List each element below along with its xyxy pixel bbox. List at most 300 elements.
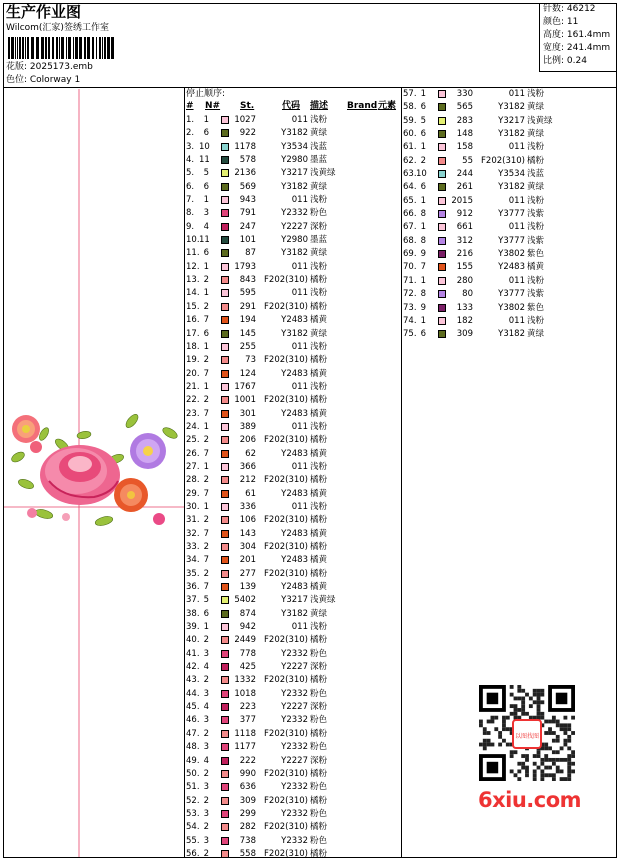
- qr-module: [552, 773, 556, 777]
- color-stop-row: [186, 621, 400, 634]
- thread-color-swatch: [221, 690, 229, 698]
- thread-color-swatch: [221, 169, 229, 177]
- stop-number: 32.: [186, 528, 200, 539]
- qr-module: [548, 731, 552, 735]
- needle-number: 2: [203, 515, 209, 526]
- stop-number: 67.: [403, 222, 417, 233]
- stitch-count-cell: 309: [456, 329, 473, 340]
- thread-color-swatch: [221, 663, 229, 671]
- needle-number: 6: [203, 608, 209, 619]
- barcode-bar: [59, 37, 60, 59]
- stop-number: 42.: [186, 662, 200, 673]
- qr-module: [556, 769, 560, 773]
- needle-number: 5: [203, 168, 209, 179]
- orange-flower-artwork: [114, 478, 148, 512]
- thread-code: 011: [508, 222, 525, 233]
- barcode-bar: [15, 37, 16, 59]
- qr-module: [498, 743, 502, 747]
- stop-number: 68.: [403, 235, 417, 246]
- thread-color-swatch: [221, 303, 229, 311]
- qr-module: [506, 743, 510, 747]
- thread-code: Y2980: [281, 155, 308, 166]
- qr-module: [533, 777, 537, 781]
- thread-color-swatch: [221, 276, 229, 284]
- page-title: 生产作业图: [6, 3, 82, 21]
- watermark: 6xiu.com: [478, 788, 582, 812]
- stitch-count-cell: 247: [239, 221, 256, 232]
- thread-description: 浅粉: [310, 622, 328, 633]
- qr-module: [514, 716, 518, 720]
- color-stop-row: [403, 208, 543, 221]
- thread-description: 浅黄绿: [310, 595, 336, 606]
- stop-number: 49.: [186, 755, 200, 766]
- barcode-bar: [45, 37, 47, 59]
- stitch-count-cell: 182: [456, 315, 473, 326]
- thread-code: F202(310): [481, 155, 525, 166]
- barcode-bar: [75, 37, 78, 59]
- thread-code: 011: [291, 195, 308, 206]
- thread-description: 橘粉: [310, 301, 328, 312]
- thread-code: F202(310): [264, 301, 308, 312]
- stitch-count-cell: 124: [239, 368, 256, 379]
- stitch-count-cell: 62: [245, 448, 256, 459]
- needle-number: 6: [203, 128, 209, 139]
- qr-module: [544, 754, 548, 758]
- stitch-count-cell: 791: [239, 208, 256, 219]
- needle-number: 6: [420, 182, 426, 193]
- color-stop-row: [186, 848, 400, 861]
- qr-module: [552, 777, 556, 781]
- qr-module: [521, 700, 525, 704]
- thread-description: 墨蓝: [310, 235, 328, 246]
- thread-description: 橘黄: [310, 448, 328, 459]
- thread-color-swatch: [438, 223, 446, 231]
- needle-number: 2: [203, 395, 209, 406]
- needle-number: 1: [203, 261, 209, 272]
- needle-number: 4: [203, 662, 209, 673]
- stop-number: 57.: [403, 89, 417, 99]
- thread-code: 011: [508, 195, 525, 206]
- color-stop-row: [403, 221, 543, 234]
- color-stop-row: [186, 408, 400, 421]
- color-stop-row: [186, 207, 400, 220]
- needle-number: 6: [203, 328, 209, 339]
- stop-number: 16.: [186, 315, 200, 326]
- thread-color-swatch: [221, 783, 229, 791]
- stop-number: 36.: [186, 582, 200, 593]
- qr-module: [567, 769, 571, 773]
- needle-number: 2: [203, 728, 209, 739]
- color-stop-row: [186, 634, 400, 647]
- thread-description: 橘粉: [310, 475, 328, 486]
- thread-color-swatch: [221, 850, 229, 858]
- thread-color-swatch: [221, 450, 229, 458]
- qr-module: [537, 704, 541, 708]
- thread-color-swatch: [221, 530, 229, 538]
- thread-description: 橘黄: [310, 368, 328, 379]
- stop-number: 62.: [403, 155, 417, 166]
- thread-code: 011: [291, 501, 308, 512]
- stop-number: 10.: [186, 235, 200, 246]
- main-rose-artwork: [40, 445, 120, 505]
- qr-module: [510, 754, 514, 758]
- thread-code: Y2483: [281, 315, 308, 326]
- qr-module: [548, 773, 552, 777]
- qr-module: [563, 743, 567, 747]
- color-stop-row: [186, 741, 400, 754]
- qr-module: [502, 720, 506, 724]
- design-height: 高度: 161.4mm: [543, 30, 611, 40]
- qr-module: [533, 693, 537, 697]
- color-stop-row: [186, 167, 400, 180]
- design-scale: 比例: 0.24: [543, 56, 587, 66]
- thread-color-swatch: [221, 183, 229, 191]
- thread-color-swatch: [221, 810, 229, 818]
- stop-number: 9.: [186, 221, 195, 232]
- stitch-count-cell: 843: [239, 275, 256, 286]
- thread-color-swatch: [221, 610, 229, 618]
- color-stop-row: [186, 701, 400, 714]
- thread-code: Y3802: [498, 302, 525, 313]
- thread-description: 浅粉: [310, 461, 328, 472]
- color-stop-row: [403, 155, 543, 168]
- needle-number: 1: [420, 315, 426, 326]
- color-stop-row: [186, 221, 400, 234]
- qr-module: [567, 723, 571, 727]
- qr-module: [483, 743, 487, 747]
- thread-code: 011: [508, 275, 525, 286]
- stop-number: 33.: [186, 542, 200, 552]
- color-stop-row: [403, 275, 543, 288]
- thread-color-swatch: [221, 490, 229, 498]
- needle-number: 7: [203, 582, 209, 593]
- qr-module: [560, 777, 564, 781]
- thread-code: F202(310): [264, 542, 308, 552]
- thread-code: F202(310): [264, 795, 308, 806]
- stitch-count-cell: 366: [239, 461, 256, 472]
- stitch-count-cell: 1001: [234, 395, 256, 406]
- thread-description: 橘粉: [310, 395, 328, 406]
- stop-number: 22.: [186, 395, 200, 406]
- thread-description: 浅粉: [310, 341, 328, 352]
- stop-number: 20.: [186, 368, 200, 379]
- stitch-count-cell: 1118: [234, 728, 256, 739]
- thread-description: 紫色: [527, 302, 545, 313]
- qr-module: [533, 716, 537, 720]
- needle-number: 3: [203, 208, 209, 219]
- color-stop-row: [403, 101, 543, 114]
- barcode-bar: [25, 37, 26, 59]
- needle-number: 2: [420, 155, 426, 166]
- needle-number: 1: [420, 89, 426, 99]
- stop-number: 66.: [403, 209, 417, 220]
- header-number: #: [186, 101, 194, 111]
- thread-description: 深粉: [310, 755, 328, 766]
- qr-module: [498, 735, 502, 739]
- stitch-count-cell: 389: [239, 421, 256, 432]
- color-stop-row: [186, 568, 400, 581]
- thread-code: Y2483: [281, 488, 308, 499]
- color-stop-row: [186, 808, 400, 821]
- stitch-count-cell: 73: [245, 355, 256, 366]
- stitch-count-cell: 569: [239, 181, 256, 192]
- header-description: 描述: [310, 101, 329, 111]
- stop-number: 75.: [403, 329, 417, 340]
- stitch-count-cell: 155: [456, 262, 473, 273]
- thread-color-swatch: [221, 423, 229, 431]
- needle-number: 7: [203, 315, 209, 326]
- color-stop-row: [186, 341, 400, 354]
- thread-color-swatch: [438, 143, 446, 151]
- qr-module: [537, 700, 541, 704]
- qr-module: [491, 720, 495, 724]
- column-divider-left: [184, 88, 185, 858]
- needle-number: 2: [203, 355, 209, 366]
- qr-module: [521, 708, 525, 712]
- qr-module: [563, 731, 567, 735]
- thread-code: F202(310): [264, 475, 308, 486]
- stitch-count-cell: 61: [245, 488, 256, 499]
- needle-number: 2: [203, 675, 209, 686]
- thread-description: 黄绿: [310, 608, 328, 619]
- thread-code: Y2483: [281, 368, 308, 379]
- thread-code: Y2332: [281, 208, 308, 219]
- thread-color-swatch: [221, 703, 229, 711]
- stitch-count: 针数: 46212: [543, 4, 596, 14]
- stop-number: 41.: [186, 648, 200, 659]
- needle-number: 6: [203, 181, 209, 192]
- thread-code: F202(310): [264, 822, 308, 833]
- qr-module: [540, 689, 544, 693]
- thread-color-swatch: [221, 410, 229, 418]
- thread-description: 橘粉: [527, 155, 545, 166]
- thread-code: Y2227: [281, 221, 308, 232]
- design-width: 宽度: 241.4mm: [543, 43, 611, 53]
- thread-code: F202(310): [264, 728, 308, 739]
- needle-number: 1: [420, 222, 426, 233]
- qr-module: [510, 769, 514, 773]
- stitch-count-cell: 291: [239, 301, 256, 312]
- color-stop-row: [186, 421, 400, 434]
- thread-color-swatch: [438, 277, 446, 285]
- color-stop-row: [186, 674, 400, 687]
- stitch-count-cell: 222: [239, 755, 256, 766]
- thread-color-swatch: [438, 290, 446, 298]
- needle-number: 1: [203, 115, 209, 125]
- thread-color-swatch: [221, 263, 229, 271]
- needle-number: 6: [420, 129, 426, 140]
- stop-number: 37.: [186, 595, 200, 606]
- thread-color-swatch: [221, 249, 229, 257]
- color-stop-row: [403, 302, 543, 315]
- needle-number: 1: [203, 341, 209, 352]
- qr-module: [483, 746, 487, 750]
- qr-module: [560, 769, 564, 773]
- qr-module: [494, 716, 498, 720]
- needle-number: 2: [203, 275, 209, 286]
- stitch-count-cell: 2449: [234, 635, 256, 646]
- stitch-count-cell: 277: [239, 568, 256, 579]
- thread-description: 深粉: [310, 662, 328, 673]
- thread-description: 橘粉: [310, 675, 328, 686]
- thread-description: 橘粉: [310, 728, 328, 739]
- stop-number: 31.: [186, 515, 200, 526]
- thread-code: 011: [291, 461, 308, 472]
- color-stop-row: [186, 141, 400, 154]
- qr-module: [487, 720, 491, 724]
- stop-number: 52.: [186, 795, 200, 806]
- color-stop-row: [186, 554, 400, 567]
- stitch-count-cell: 282: [239, 822, 256, 833]
- qr-module: [567, 739, 571, 743]
- thread-color-swatch: [221, 583, 229, 591]
- thread-code: Y3182: [498, 329, 525, 340]
- stop-number: 64.: [403, 182, 417, 193]
- thread-color-swatch: [221, 797, 229, 805]
- stitch-count-cell: 283: [456, 115, 473, 126]
- qr-module: [563, 777, 567, 781]
- thread-color-swatch: [221, 316, 229, 324]
- thread-description: 橘粉: [310, 515, 328, 526]
- thread-code: 011: [291, 341, 308, 352]
- barcode-bar: [8, 37, 10, 59]
- qr-module: [487, 731, 491, 735]
- thread-description: 深粉: [310, 221, 328, 232]
- thread-code: Y2483: [281, 555, 308, 566]
- thread-color-swatch: [221, 516, 229, 524]
- thread-color-swatch: [221, 356, 229, 364]
- stitch-count-cell: 1332: [234, 675, 256, 686]
- barcode-bar: [104, 37, 106, 59]
- qr-module: [544, 746, 548, 750]
- qr-module: [517, 769, 521, 773]
- thread-color-swatch: [438, 210, 446, 218]
- qr-module: [540, 777, 544, 781]
- thread-description: 黄绿: [527, 129, 545, 140]
- needle-number: 7: [203, 528, 209, 539]
- qr-module: [533, 754, 537, 758]
- qr-module: [571, 731, 575, 735]
- stop-number: 69.: [403, 249, 417, 260]
- qr-module: [537, 712, 541, 716]
- qr-module: [537, 708, 541, 712]
- qr-module: [483, 739, 487, 743]
- stitch-count-cell: 145: [239, 328, 256, 339]
- stop-number: 40.: [186, 635, 200, 646]
- thread-description: 橘粉: [310, 795, 328, 806]
- barcode-bar: [84, 37, 86, 59]
- stop-number: 34.: [186, 555, 200, 566]
- qr-module: [544, 766, 548, 770]
- thread-color-swatch: [221, 570, 229, 578]
- stitch-count-cell: 778: [239, 648, 256, 659]
- thread-color-swatch: [438, 304, 446, 312]
- needle-number: 2: [203, 475, 209, 486]
- thread-color-swatch: [221, 370, 229, 378]
- color-stop-row: [186, 514, 400, 527]
- qr-module: [529, 697, 533, 701]
- barcode-bar: [96, 37, 97, 59]
- header-needle: N#: [205, 101, 221, 111]
- thread-code: Y3182: [281, 181, 308, 192]
- barcode-bar: [107, 37, 110, 59]
- barcode-bar: [111, 37, 114, 59]
- color-stop-row: [186, 368, 400, 381]
- barcode-bar: [27, 37, 29, 59]
- thread-code: 011: [291, 115, 308, 125]
- qr-module: [552, 739, 556, 743]
- thread-code: Y3217: [498, 115, 525, 126]
- qr-module: [525, 758, 529, 762]
- color-stop-row: [403, 315, 543, 328]
- thread-description: 黄绿: [310, 248, 328, 259]
- thread-code: Y2332: [281, 688, 308, 699]
- color-stop-row: [403, 128, 543, 141]
- thread-description: 黄绿: [527, 182, 545, 193]
- thread-description: 浅粉: [527, 195, 545, 206]
- needle-number: 2: [203, 795, 209, 806]
- stop-number: 39.: [186, 622, 200, 633]
- qr-module: [544, 758, 548, 762]
- qr-module: [571, 750, 575, 754]
- thread-code: F202(310): [264, 675, 308, 686]
- thread-description: 橘黄: [310, 582, 328, 593]
- needle-number: 4: [203, 755, 209, 766]
- qr-module: [560, 746, 564, 750]
- stop-number: 44.: [186, 688, 200, 699]
- thread-code: Y2483: [281, 408, 308, 419]
- color-stop-row: [186, 354, 400, 367]
- stop-number: 26.: [186, 448, 200, 459]
- barcode-bar: [56, 37, 58, 59]
- stop-number: 18.: [186, 341, 200, 352]
- color-stop-row: [186, 301, 400, 314]
- color-stop-row: [186, 181, 400, 194]
- qr-module: [567, 766, 571, 770]
- thread-color-swatch: [438, 330, 446, 338]
- barcode-bar: [92, 37, 94, 59]
- stop-number: 45.: [186, 702, 200, 713]
- qr-module: [544, 731, 548, 735]
- qr-module: [571, 716, 575, 720]
- needle-number: 8: [420, 209, 426, 220]
- qr-module: [525, 712, 529, 716]
- thread-description: 深粉: [310, 702, 328, 713]
- needle-number: 8: [420, 235, 426, 246]
- color-stop-row: [186, 594, 400, 607]
- color-stop-row: [186, 728, 400, 741]
- stitch-count-cell: 2015: [451, 195, 473, 206]
- thread-code: 011: [508, 315, 525, 326]
- qr-module: [548, 720, 552, 724]
- qr-module: [552, 716, 556, 720]
- color-sequence-list-right: [403, 88, 553, 342]
- qr-module: [517, 777, 521, 781]
- qr-module: [514, 708, 518, 712]
- qr-module: [552, 758, 556, 762]
- thread-code: Y2483: [281, 448, 308, 459]
- qr-module: [540, 693, 544, 697]
- thread-code: 011: [291, 622, 308, 633]
- thread-code: Y2332: [281, 742, 308, 753]
- thread-description: 粉色: [310, 688, 328, 699]
- needle-number: 2: [203, 768, 209, 779]
- thread-code: Y3182: [498, 102, 525, 113]
- thread-color-swatch: [438, 103, 446, 111]
- color-stop-row: [186, 261, 400, 274]
- barcode-bar: [48, 37, 50, 59]
- needle-number: 2: [203, 435, 209, 446]
